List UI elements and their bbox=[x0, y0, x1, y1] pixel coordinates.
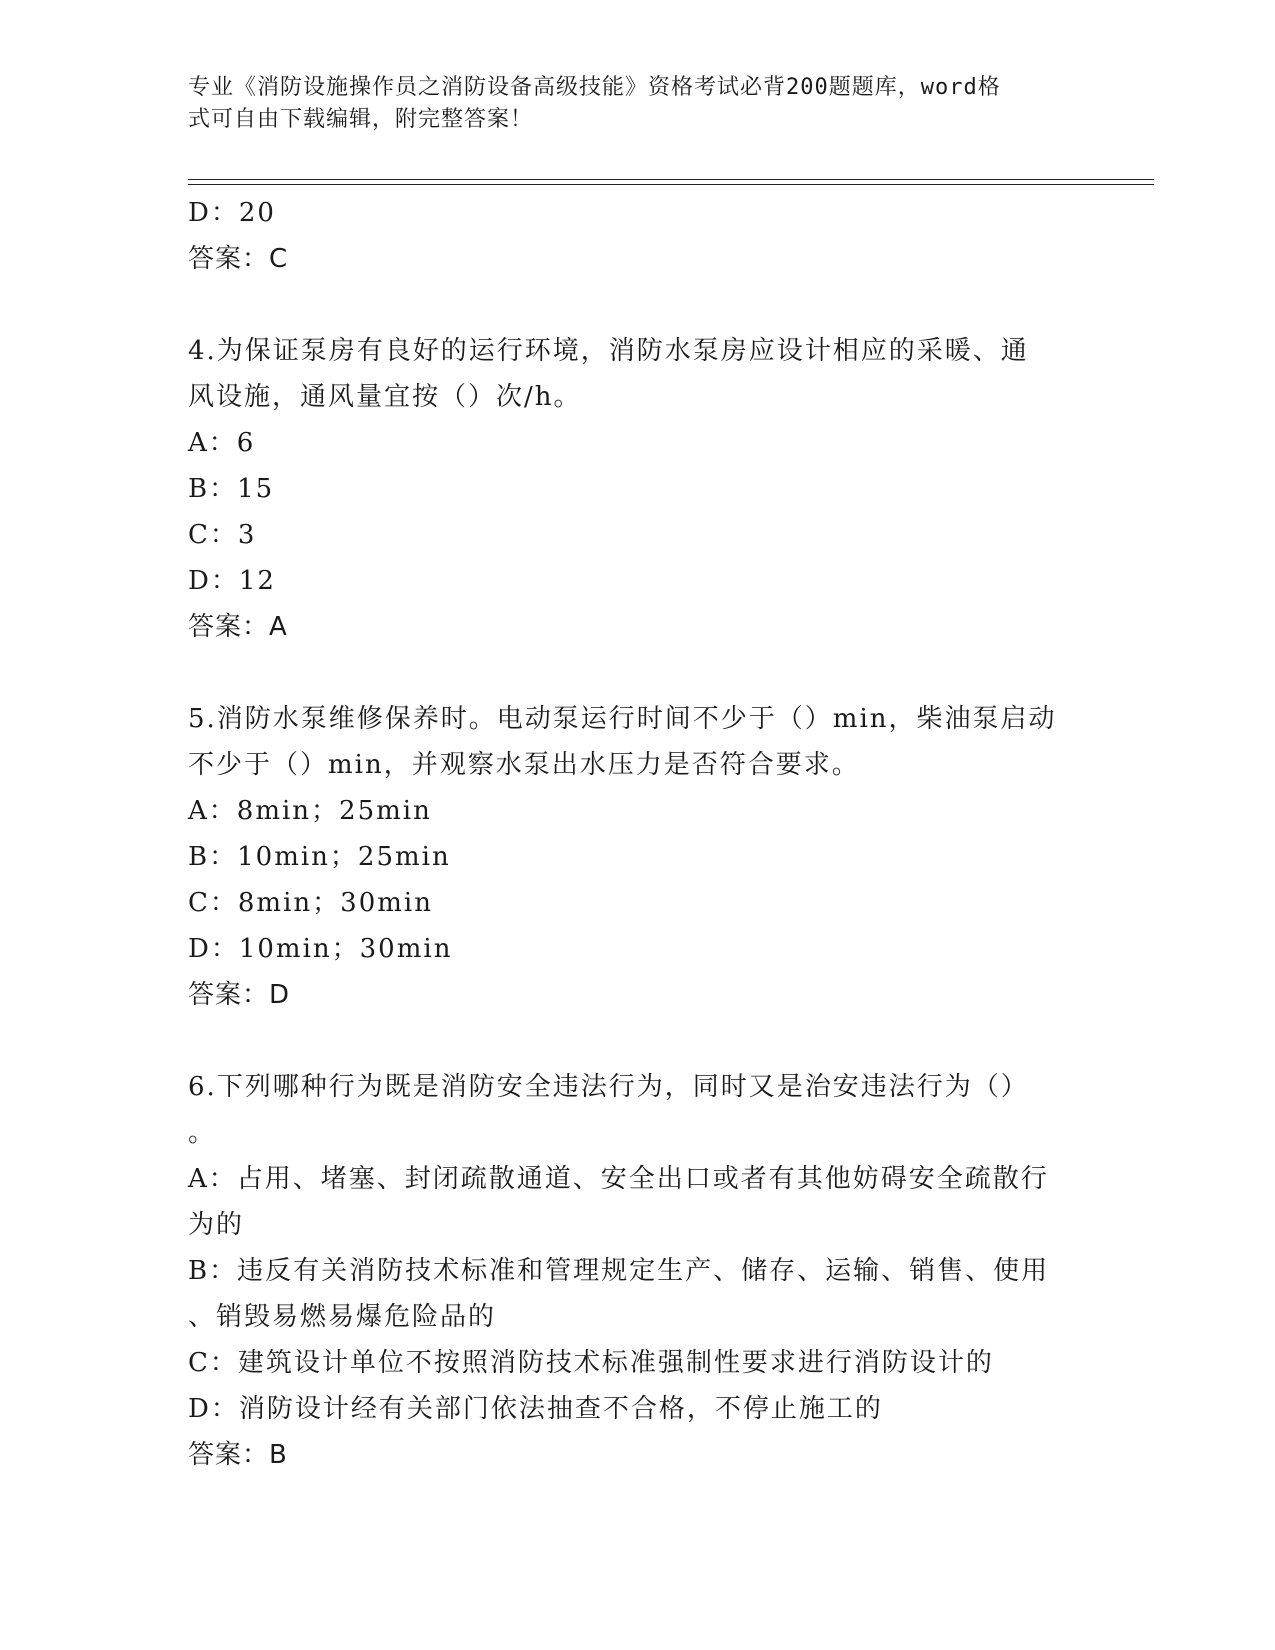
question-stem-line: 。 bbox=[188, 1118, 217, 1148]
spacer bbox=[188, 1018, 1088, 1064]
option-a: A：占用、堵塞、封闭疏散通道、安全出口或者有其他妨碍安全疏散行 bbox=[188, 1164, 1049, 1194]
header-line-1: 专业《消防设施操作员之消防设备高级技能》资格考试必背200题题库，word格 bbox=[188, 75, 1001, 100]
option-c: C：8min；30min bbox=[188, 888, 433, 918]
question-3-tail bbox=[188, 190, 1088, 282]
question-4 bbox=[188, 328, 1088, 650]
question-stem-line: 4.为保证泵房有良好的运行环境，消防水泵房应设计相应的采暖、通 bbox=[188, 336, 1029, 366]
question-stem-line: 6.下列哪种行为既是消防安全违法行为，同时又是治安违法行为（） bbox=[188, 1072, 1029, 1102]
option-a-continued: 为的 bbox=[188, 1210, 245, 1240]
answer-line: 答案：C bbox=[188, 244, 289, 274]
answer-line: 答案：B bbox=[188, 1440, 288, 1470]
option-c: C：建筑设计单位不按照消防技术标准强制性要求进行消防设计的 bbox=[188, 1348, 994, 1378]
option-d: D：20 bbox=[188, 198, 276, 228]
answer-line: 答案：D bbox=[188, 980, 291, 1010]
option-d: D：12 bbox=[188, 566, 276, 596]
question-6 bbox=[188, 1064, 1088, 1478]
page-header bbox=[188, 72, 1088, 136]
option-d: D：10min；30min bbox=[188, 934, 453, 964]
option-b: B：违反有关消防技术标准和管理规定生产、储存、运输、销售、使用 bbox=[188, 1256, 1050, 1286]
spacer bbox=[188, 650, 1088, 696]
option-c: C：3 bbox=[188, 520, 257, 550]
header-divider-top bbox=[188, 179, 1154, 180]
question-stem-line: 5.消防水泵维修保养时。电动泵运行时间不少于（）min，柴油泵启动 bbox=[188, 704, 1057, 734]
option-d: D：消防设计经有关部门依法抽查不合格，不停止施工的 bbox=[188, 1394, 883, 1424]
header-line-2: 式可自由下载编辑，附完整答案！ bbox=[188, 107, 534, 132]
document-body bbox=[188, 190, 1088, 1478]
option-a: A：8min；25min bbox=[188, 796, 432, 826]
option-a: A：6 bbox=[188, 428, 256, 458]
question-stem-line: 不少于（）min，并观察水泵出水压力是否符合要求。 bbox=[188, 750, 860, 780]
answer-line: 答案：A bbox=[188, 612, 288, 642]
spacer bbox=[188, 282, 1088, 328]
header-divider-bottom bbox=[188, 184, 1154, 185]
question-stem-line: 风设施，通风量宜按（）次/h。 bbox=[188, 382, 582, 412]
option-b-continued: 、销毁易燃易爆危险品的 bbox=[188, 1302, 497, 1332]
question-5 bbox=[188, 696, 1088, 1018]
option-b: B：15 bbox=[188, 474, 275, 504]
option-b: B：10min；25min bbox=[188, 842, 451, 872]
